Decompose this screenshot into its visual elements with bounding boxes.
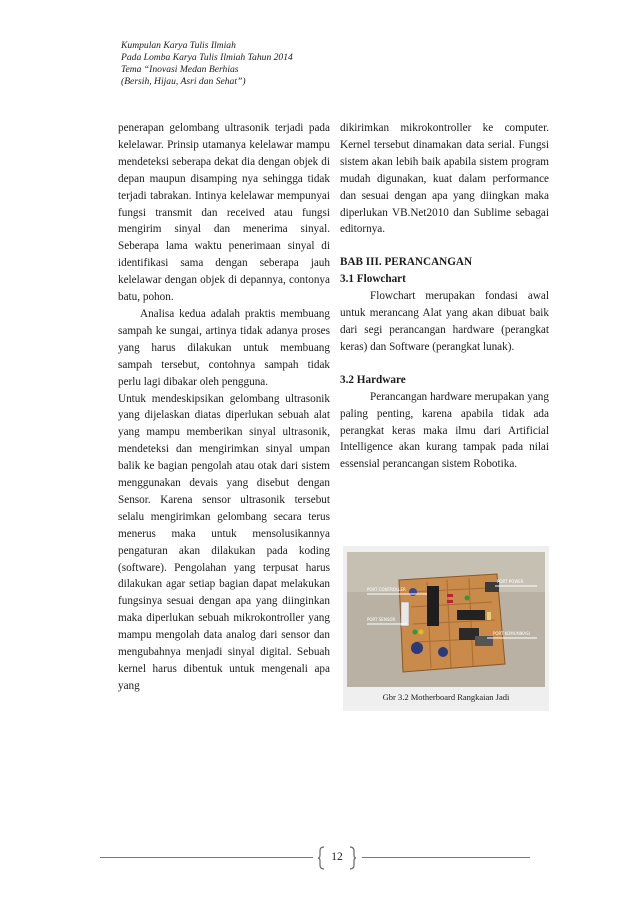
page-number-box bbox=[318, 846, 356, 870]
section-heading: 3.1 Flowchart bbox=[340, 273, 406, 286]
section-heading: 3.2 Hardware bbox=[340, 373, 406, 386]
chapter-heading: BAB III. PERANCANGAN bbox=[340, 256, 473, 269]
footer-rule-left bbox=[100, 857, 313, 858]
footer-rule-right bbox=[362, 857, 530, 858]
figure bbox=[343, 546, 549, 711]
label-port-komunikasi: PORT KOMUNIKASI bbox=[493, 631, 530, 636]
running-header bbox=[121, 40, 381, 88]
header-line-2: Pada Lomba Karya Tulis Ilmiah Tahun 2014 bbox=[121, 52, 293, 63]
header-line-3: Tema “Inovasi Medan Berhias bbox=[121, 64, 239, 75]
label-port-controller: PORT CONTROLLER bbox=[367, 587, 406, 592]
paragraph: Untuk mendeskipsikan gelombang ultrasonik yang dijelaskan diatas diperlukan sebuah alat yang mampu memberikan sinyal ultrasonik, mendeteksi dan mengirimkan sinyal umpan balik ke bagian pengolah atau otak dari sistem menggunakan devais yang disebut dengan Sensor. Karena sensor ultrasonik tersebut selalu mengirimkan gelombang secara terus menerus maka untuk mensolusikannya pengaturan akan dilakukan pada koding (software). Pengolahan yang terpusat harus dilakukan agar setiap bagian dapat melakukan fungsinya sesuai dengan apa yang diinginkan maka diperlukan sebuah mikrokontroller yang mampu mengolah data analog dari sensor dan mengubahnya menjadi sinyal digital. Sebuah kernel harus dibentuk untuk mengenali apa yang bbox=[118, 392, 330, 692]
paragraph: Perancangan hardware merupakan yang paling penting, karena apabila tidak ada perangkat keras maka ilmu dari Artificial Intelligence akan kurang tampak pada nilai essensial perancangan sistem Robotika. bbox=[340, 390, 549, 471]
paragraph: Flowchart merupakan fondasi awal untuk merancang Alat yang akan dibuat baik dari segi perancangan hardware (perangkat keras) dan Software (perangkat lunak). bbox=[340, 290, 549, 353]
paragraph: dikirimkan mikrokontroller ke computer. Kernel tersebut dinamakan data serial. Fungsi sistem akan lebih baik apabila sistem program mudah digunakan, kuat dalam performance dan sesuai dengan apa yang diingkan maka diperlukan VB.Net2010 dan Sublime sebagai editornya. bbox=[340, 122, 549, 236]
label-port-sensor: PORT SENSOR bbox=[367, 617, 396, 622]
left-column bbox=[118, 120, 330, 695]
paragraph: Analisa kedua adalah praktis membuang sampah ke sungai, artinya tidak adanya proses yang harus dilakukan untuk membuang sampah tersebut, contohnya sampah tidak perlu lagi dibakar oleh pengguna. bbox=[118, 307, 330, 388]
label-port-power: PORT POWER bbox=[497, 579, 524, 584]
page-number: 12 bbox=[331, 851, 343, 863]
right-column bbox=[340, 120, 549, 473]
motherboard-photo bbox=[347, 552, 545, 687]
header-line-1: Kumpulan Karya Tulis Ilmiah bbox=[121, 40, 236, 51]
paragraph: penerapan gelombang ultrasonik terjadi pada kelelawar. Prinsip utamanya kelelawar mampu mendeteksi seberapa dekat dia dengan objek di depan maupun disamping nya sehingga tidak terjadi tabrakan. Intinya kelelawar mempunyai fungsi transmit dan received atau fungsi mengirim sinyal dan menerima sinyal. Seberapa lama waktu penerimaan sinyal di identifikasi sama dengan seberapa jauh kelelawar dengan objek di depannya, contonya batu, pohon. bbox=[118, 122, 330, 304]
figure-caption: Gbr 3.2 Motherboard Rangkaian Jadi bbox=[382, 692, 510, 702]
header-line-4: (Bersih, Hijau, Asri dan Sehat”) bbox=[121, 76, 246, 87]
